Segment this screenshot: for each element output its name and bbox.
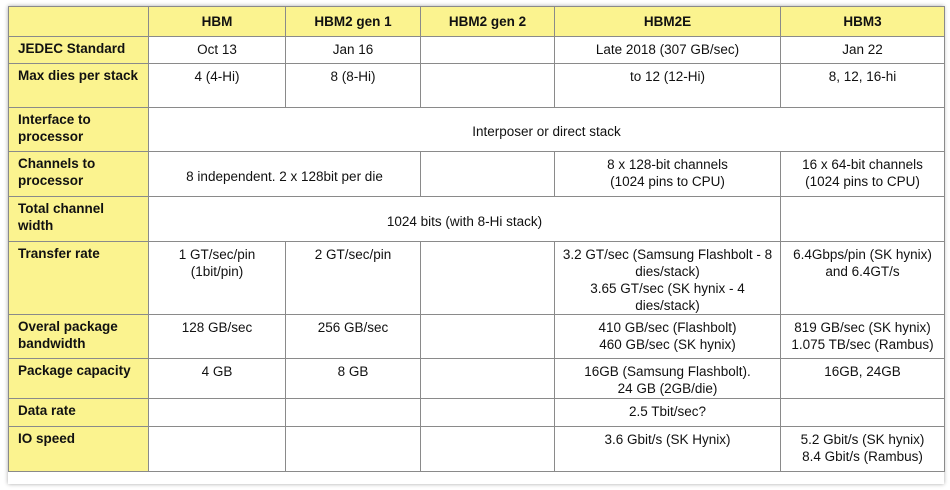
- comparison-table-frame: [8, 6, 944, 484]
- row-capacity: [9, 359, 945, 399]
- cell-io-hbm3: [781, 427, 945, 472]
- cell-bandwidth-hbm2e: [555, 315, 781, 359]
- row-io-speed: [9, 427, 945, 472]
- cell-jedec-hbm2-gen2: [421, 37, 555, 64]
- cell-width-hbm-to-hbm2e: 1024 bits (with 8-Hi stack): [149, 197, 781, 242]
- cell-capacity-hbm2-gen1: 8 GB: [286, 359, 421, 399]
- row-label-io-speed: IO speed: [9, 427, 149, 472]
- cell-maxdies-hbm3: 8, 12, 16-hi: [781, 64, 945, 108]
- cell-bandwidth-hbm3: [781, 315, 945, 359]
- row-interface: [9, 108, 945, 152]
- cell-datarate-hbm2e: 2.5 Tbit/sec?: [555, 399, 781, 427]
- cell-transfer-hbm3: 6.4Gbps/pin (SK hynix) and 6.4GT/s: [781, 242, 945, 315]
- io-hbm3-line1: 5.2 Gbit/s (SK hynix): [800, 432, 925, 447]
- cell-channels-hbm3: [781, 152, 945, 197]
- header-hbm: HBM: [149, 7, 286, 37]
- cell-jedec-hbm: Oct 13: [149, 37, 286, 64]
- row-bandwidth: [9, 315, 945, 359]
- row-label-jedec: JEDEC Standard: [9, 37, 149, 64]
- cell-capacity-hbm2e: [555, 359, 781, 399]
- row-label-channels: Channels to processor: [9, 152, 149, 197]
- capacity-hbm2e-line2: 24 GB (2GB/die): [617, 381, 718, 396]
- cell-transfer-hbm: 1 GT/sec/pin (1bit/pin): [149, 242, 286, 315]
- channels-hbm3-line2: (1024 pins to CPU): [805, 174, 920, 189]
- header-hbm2e: HBM2E: [555, 7, 781, 37]
- cell-capacity-hbm3: 16GB, 24GB: [781, 359, 945, 399]
- row-label-max-dies: Max dies per stack: [9, 64, 149, 108]
- row-jedec: [9, 37, 945, 64]
- cell-channels-hbm2-gen2: [421, 152, 555, 197]
- cell-capacity-hbm: 4 GB: [149, 359, 286, 399]
- io-hbm3-line2: 8.4 Gbit/s (Rambus): [802, 449, 923, 464]
- channels-hbm3-line1: 16 x 64-bit channels: [802, 157, 923, 172]
- capacity-hbm2e-line1: 16GB (Samsung Flashbolt).: [584, 364, 751, 379]
- header-hbm3: HBM3: [781, 7, 945, 37]
- cell-transfer-hbm2-gen1: 2 GT/sec/pin: [286, 242, 421, 315]
- cell-io-hbm2-gen1: [286, 427, 421, 472]
- hbm-comparison-table: [8, 6, 945, 472]
- channels-hbm2e-line1: 8 x 128-bit channels: [607, 157, 728, 172]
- cell-bandwidth-hbm2-gen1: 256 GB/sec: [286, 315, 421, 359]
- bandwidth-hbm2e-line1: 410 GB/sec (Flashbolt): [598, 320, 737, 335]
- transfer-hbm2e-line1: 3.2 GT/sec (Samsung Flashbolt - 8 dies/stack): [562, 247, 773, 279]
- cell-capacity-hbm2-gen2: [421, 359, 555, 399]
- row-channels: [9, 152, 945, 197]
- cell-jedec-hbm2-gen1: Jan 16: [286, 37, 421, 64]
- transfer-hbm2e-line2: 3.65 GT/sec (SK hynix - 4 dies/stack): [590, 281, 745, 313]
- cell-maxdies-hbm2e: to 12 (12-Hi): [555, 64, 781, 108]
- cell-maxdies-hbm: 4 (4-Hi): [149, 64, 286, 108]
- cell-datarate-hbm: [149, 399, 286, 427]
- bandwidth-hbm3-line1: 819 GB/sec (SK hynix): [794, 320, 931, 335]
- row-label-data-rate: Data rate: [9, 399, 149, 427]
- cell-transfer-hbm2-gen2: [421, 242, 555, 315]
- cell-io-hbm: [149, 427, 286, 472]
- cell-transfer-hbm2e: [555, 242, 781, 315]
- header-hbm2-gen1: HBM2 gen 1: [286, 7, 421, 37]
- cell-width-hbm3: [781, 197, 945, 242]
- header-row: [9, 7, 945, 37]
- row-label-channel-width: Total channel width: [9, 197, 149, 242]
- cell-maxdies-hbm2-gen2: [421, 64, 555, 108]
- row-transfer-rate: [9, 242, 945, 315]
- row-channel-width: [9, 197, 945, 242]
- cell-io-hbm2e: 3.6 Gbit/s (SK Hynix): [555, 427, 781, 472]
- cell-io-hbm2-gen2: [421, 427, 555, 472]
- bandwidth-hbm3-line2: 1.075 TB/sec (Rambus): [791, 337, 934, 352]
- cell-jedec-hbm3: Jan 22: [781, 37, 945, 64]
- bandwidth-hbm2e-line2: 460 GB/sec (SK hynix): [599, 337, 736, 352]
- cell-datarate-hbm2-gen1: [286, 399, 421, 427]
- cell-interface-all: Interposer or direct stack: [149, 108, 945, 152]
- cell-datarate-hbm2-gen2: [421, 399, 555, 427]
- row-data-rate: [9, 399, 945, 427]
- row-label-bandwidth: Overal package bandwidth: [9, 315, 149, 359]
- cell-jedec-hbm2e: Late 2018 (307 GB/sec): [555, 37, 781, 64]
- cell-bandwidth-hbm2-gen2: [421, 315, 555, 359]
- cell-channels-hbm2e: [555, 152, 781, 197]
- row-label-transfer-rate: Transfer rate: [9, 242, 149, 315]
- row-max-dies: [9, 64, 945, 108]
- header-corner: [9, 7, 149, 37]
- channels-hbm2e-line2: (1024 pins to CPU): [610, 174, 725, 189]
- cell-maxdies-hbm2-gen1: 8 (8-Hi): [286, 64, 421, 108]
- row-label-capacity: Package capacity: [9, 359, 149, 399]
- row-label-interface: Interface to processor: [9, 108, 149, 152]
- cell-bandwidth-hbm: 128 GB/sec: [149, 315, 286, 359]
- header-hbm2-gen2: HBM2 gen 2: [421, 7, 555, 37]
- cell-datarate-hbm3: [781, 399, 945, 427]
- cell-channels-hbm-to-gen1: 8 independent. 2 x 128bit per die: [149, 152, 421, 197]
